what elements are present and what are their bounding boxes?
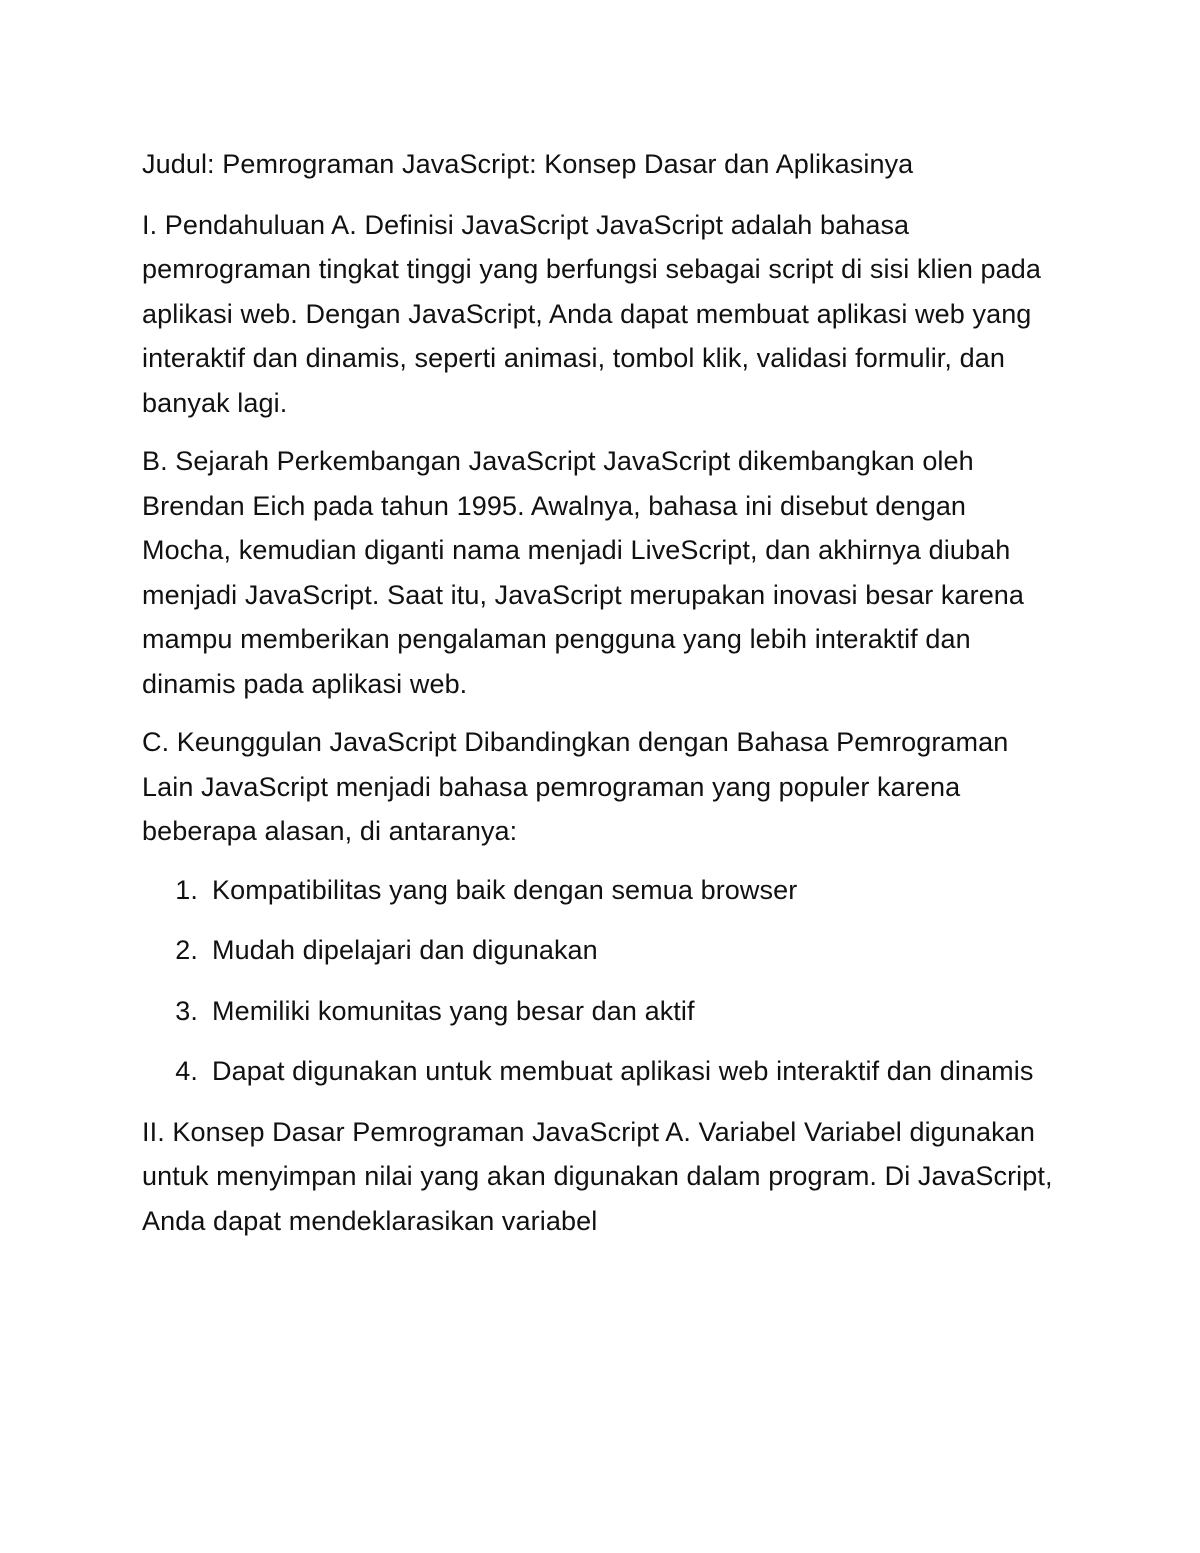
- document-title: Judul: Pemrograman JavaScript: Konsep Dasar dan Aplikasinya: [142, 149, 914, 179]
- list-item-text: Kompatibilitas yang baik dengan semua browser: [212, 874, 798, 905]
- list-item: [142, 868, 1062, 913]
- paragraph-basic-concepts: II. Konsep Dasar Pemrograman JavaScript A. Variabel Variabel digunakan untuk menyimpan nilai yang akan digunakan dalam program. Di JavaScript, Anda dapat mendeklarasikan variabel: [142, 1116, 1053, 1236]
- list-item-text: Memiliki komunitas yang besar dan aktif: [212, 995, 695, 1026]
- list-item-number: 2.: [175, 935, 198, 965]
- list-item-text: Mudah dipelajari dan digunakan: [212, 935, 598, 965]
- list-item: [142, 1049, 1062, 1094]
- paragraph-introduction: I. Pendahuluan A. Definisi JavaScript JavaScript adalah bahasa pemrograman tingkat tinggi yang berfungsi sebagai script di sisi klien pada aplikasi web. Dengan JavaScript, Anda dapat membuat aplikasi web yang interaktif dan dinamis, seperti animasi, tombol klik, validasi formulir, dan banyak lagi.: [142, 209, 1042, 418]
- list-item: [142, 989, 1062, 1034]
- paragraph-history: B. Sejarah Perkembangan JavaScript JavaScript dikembangkan oleh Brendan Eich pada tahun 1995. Awalnya, bahasa ini disebut dengan Mocha, kemudian diganti nama menjadi LiveScript, dan akhirnya diubah menjadi JavaScript. Saat itu, JavaScript merupakan inovasi besar karena mampu memberikan pengalaman pengguna yang lebih interaktif dan dinamis pada aplikasi web.: [142, 446, 1025, 699]
- list-item-number: 1.: [175, 874, 198, 905]
- advantages-list: [142, 868, 1062, 1094]
- list-item-text: Dapat digunakan untuk membuat aplikasi web interaktif dan dinamis: [212, 1056, 1034, 1086]
- paragraph-advantages: C. Keunggulan JavaScript Dibandingkan dengan Bahasa Pemrograman Lain JavaScript menjadi bahasa pemrograman yang populer karena beberapa alasan, di antaranya:: [142, 727, 1009, 846]
- list-item-number: 4.: [175, 1056, 198, 1086]
- list-item-number: 3.: [175, 995, 198, 1026]
- list-item: [142, 928, 1062, 973]
- document-body: [142, 142, 1062, 1257]
